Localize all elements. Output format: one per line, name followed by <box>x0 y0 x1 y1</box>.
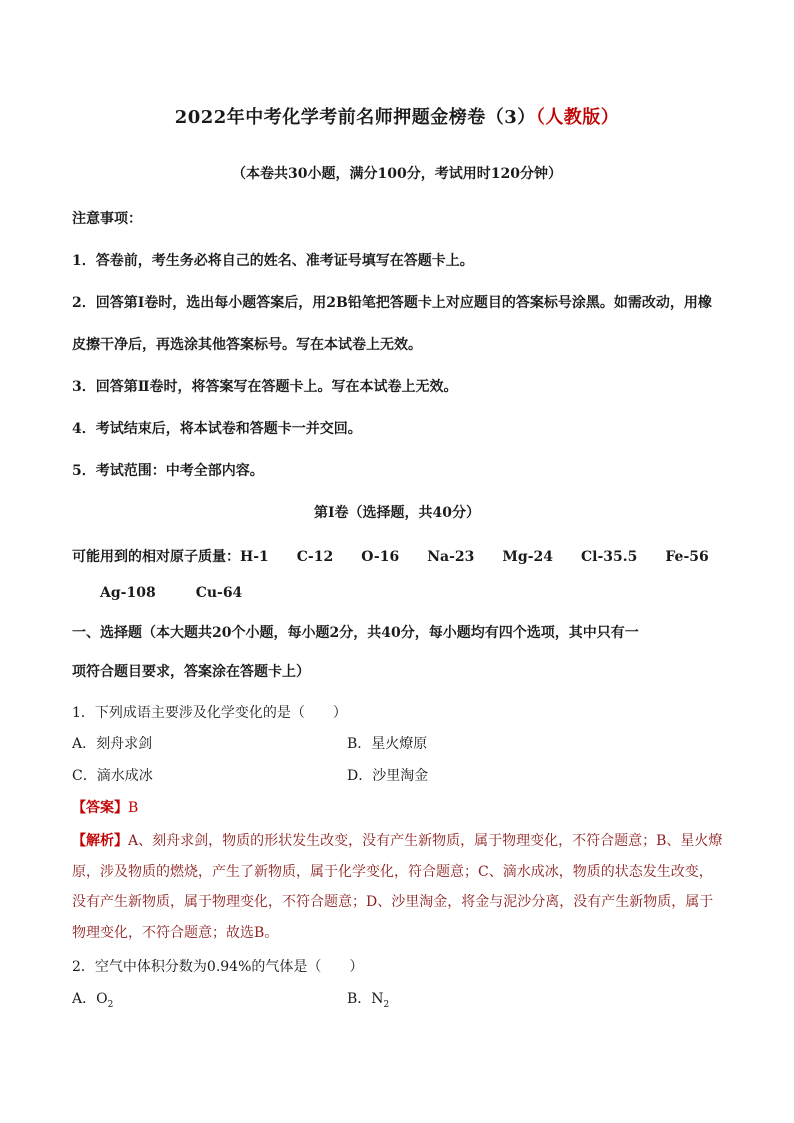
analysis-paragraph <box>72 826 724 948</box>
page-title <box>0 103 794 129</box>
question-stem: 2．空气中体积分数为0.94%的气体是（ ） <box>72 959 364 975</box>
atomic-mass: Fe-56 <box>665 549 709 565</box>
part-heading: 一、选择题（本大题共20个小题，每小题2分，共40分，每小题均有四个选项，其中只有一 <box>72 625 639 641</box>
analysis-tag: 【解析】 <box>72 833 128 849</box>
answer-value: B <box>128 800 139 816</box>
atomic-mass: O-16 <box>361 549 400 565</box>
question-option: D．沙里淘金 <box>347 768 429 784</box>
question-option <box>72 988 113 1010</box>
atomic-mass: Ag-108 <box>100 585 156 601</box>
notice-item: 1．答卷前，考生务必将自己的姓名、准考证号填写在答题卡上。 <box>72 253 474 269</box>
notice-item: 4．考试结束后，将本试卷和答题卡一并交回。 <box>72 421 362 437</box>
title-main: 2022年中考化学考前名师押题金榜卷（3） <box>174 107 536 128</box>
option-text: B．N <box>347 991 384 1007</box>
atomic-mass: C-12 <box>296 549 334 565</box>
option-subscript: 2 <box>383 999 390 1010</box>
question-option: A．刻舟求剑 <box>72 736 153 752</box>
question-option <box>347 988 389 1010</box>
atomic-masses-label: 可能用到的相对原子质量： <box>72 549 240 565</box>
analysis-text: A、刻舟求剑，物质的形状发生改变，没有产生新物质，属于物理变化，不符合题意；B、星火燎原，涉及物质的燃烧，产生了新物质，属于化学变化，符合题意；C、滴水成冰，物质的状态发生改变，没有产生新物质，属于物理变化，不符合题意；D、沙里淘金，将金与泥沙分离，没有产生新物质，属于物理变化，不符合题意；故选B。 <box>72 833 723 941</box>
atomic-mass: Cl-35.5 <box>581 549 638 565</box>
atomic-mass: Na-23 <box>427 549 475 565</box>
exam-info: （本卷共30小题，满分100分，考试用时120分钟） <box>232 166 562 182</box>
option-text: A．O <box>72 991 108 1007</box>
notice-item: 3．回答第Ⅱ卷时，将答案写在答题卡上。写在本试卷上无效。 <box>72 379 458 395</box>
option-subscript: 2 <box>107 999 114 1010</box>
atomic-mass: Mg-24 <box>502 549 553 565</box>
part-heading-continued: 项符合题目要求，答案涂在答题卡上） <box>72 664 310 680</box>
question-option: B．星火燎原 <box>347 736 428 752</box>
notice-item-continued: 皮擦干净后，再选涂其他答案标号。写在本试卷上无效。 <box>72 337 422 353</box>
notice-item: 2．回答第Ⅰ卷时，选出每小题答案后，用2B铅笔把答题卡上对应题目的答案标号涂黑。如需改动，用橡 <box>72 295 712 311</box>
title-edition: （人教版） <box>535 107 620 128</box>
answer-line <box>72 797 138 817</box>
question-stem: 1．下列成语主要涉及化学变化的是（ ） <box>72 705 347 721</box>
section-title: 第Ⅰ卷（选择题，共40分） <box>313 505 481 521</box>
atomic-mass: H-1 <box>240 549 269 565</box>
notice-heading: 注意事项： <box>72 211 142 227</box>
atomic-masses-line <box>72 546 709 566</box>
notice-item: 5．考试范围：中考全部内容。 <box>72 463 264 479</box>
answer-tag: 【答案】 <box>72 800 128 816</box>
question-option: C．滴水成冰 <box>72 768 153 784</box>
atomic-mass: Cu-64 <box>195 585 243 601</box>
atomic-masses-line-2 <box>72 585 242 601</box>
